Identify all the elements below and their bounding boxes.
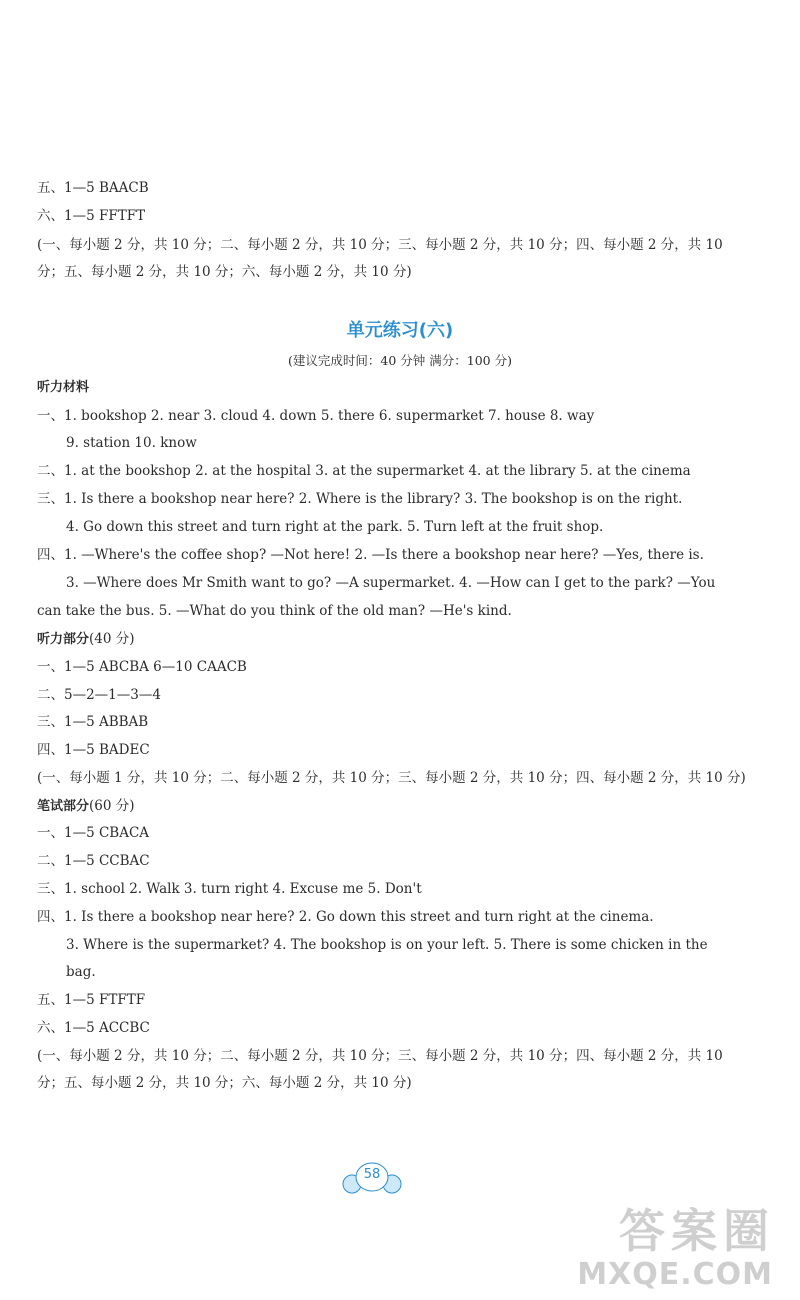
answer-line: 四、1. —Where's the coffee shop? —Not here! 2. —Is there a bookshop near here? —Yes, there is. — [37, 547, 704, 563]
scoring-note: (一、每小题 2 分，共 10 分；二、每小题 2 分，共 10 分；三、每小题 2 分，共 10 分；四、每小题 2 分，共 10 — [37, 1048, 723, 1064]
page-number: 58 — [363, 1167, 381, 1182]
section-heading-listening-materials: 听力材料 — [37, 380, 90, 395]
answer-line: 三、1—5 ABBAB — [37, 714, 149, 730]
answer-line: 六、1—5 FFTFT — [37, 208, 146, 224]
answer-line: 三、1. Is there a bookshop near here? 2. Where is the library? 3. The bookshop is on the right. — [37, 491, 683, 507]
page-number-badge — [340, 1158, 404, 1198]
answer-line: can take the bus. 5. —What do you think of the old man? —He's kind. — [37, 603, 512, 619]
watermark — [425, 1195, 785, 1295]
listening-part-title: 听力部分 — [37, 632, 90, 647]
answer-line: 4. Go down this street and turn right at the park. 5. Turn left at the fruit shop. — [66, 519, 604, 535]
answer-line: 四、1—5 BADEC — [37, 742, 150, 758]
listening-part-score: (40 分) — [89, 631, 135, 647]
answer-line: 二、5—2—1—3—4 — [37, 687, 161, 703]
answer-line: 一、1—5 ABCBA 6—10 CAACB — [37, 659, 247, 675]
answer-line: bag. — [66, 964, 96, 980]
written-part-title: 笔试部分 — [37, 799, 90, 814]
answer-line: 五、1—5 BAACB — [37, 180, 149, 196]
answer-line: 五、1—5 FTFTF — [37, 992, 146, 1008]
answer-line: 三、1. school 2. Walk 3. turn right 4. Excuse me 5. Don't — [37, 881, 422, 897]
watermark-en: MXQE.COM — [577, 1257, 773, 1292]
section-heading-written-part — [37, 796, 763, 817]
answer-line: 一、1. bookshop 2. near 3. cloud 4. down 5. there 6. supermarket 7. house 8. way — [37, 408, 595, 424]
answer-line: 9. station 10. know — [66, 435, 197, 451]
unit-title: 单元练习(六) — [346, 320, 454, 341]
written-part-score: (60 分) — [89, 798, 135, 814]
answer-line: 六、1—5 ACCBC — [37, 1020, 150, 1036]
scoring-note: 分；五、每小题 2 分，共 10 分；六、每小题 2 分，共 10 分) — [37, 264, 412, 280]
answer-line: 3. —Where does Mr Smith want to go? —A supermarket. 4. —How can I get to the park? —You — [66, 575, 716, 591]
scoring-note: 分；五、每小题 2 分，共 10 分；六、每小题 2 分，共 10 分) — [37, 1075, 412, 1091]
watermark-cn: 答案圈 — [619, 1204, 775, 1258]
answer-line: 二、1—5 CCBAC — [37, 853, 150, 869]
section-heading-listening-part — [37, 629, 763, 650]
scoring-note: (一、每小题 2 分，共 10 分；二、每小题 2 分，共 10 分；三、每小题 2 分，共 10 分；四、每小题 2 分，共 10 — [37, 237, 723, 253]
answer-line: 3. Where is the supermarket? 4. The bookshop is on your left. 5. There is some chicken in the — [66, 937, 708, 953]
scoring-note: (一、每小题 1 分，共 10 分；二、每小题 2 分，共 10 分；三、每小题 2 分，共 10 分；四、每小题 2 分，共 10 分) — [37, 770, 746, 786]
answer-line: 一、1—5 CBACA — [37, 825, 150, 841]
unit-subtitle: (建议完成时间：40 分钟 满分：100 分) — [288, 353, 512, 368]
answer-line: 四、1. Is there a bookshop near here? 2. Go down this street and turn right at the cinema. — [37, 909, 654, 925]
answer-line: 二、1. at the bookshop 2. at the hospital 3. at the supermarket 4. at the library 5. at the cinema — [37, 463, 691, 479]
